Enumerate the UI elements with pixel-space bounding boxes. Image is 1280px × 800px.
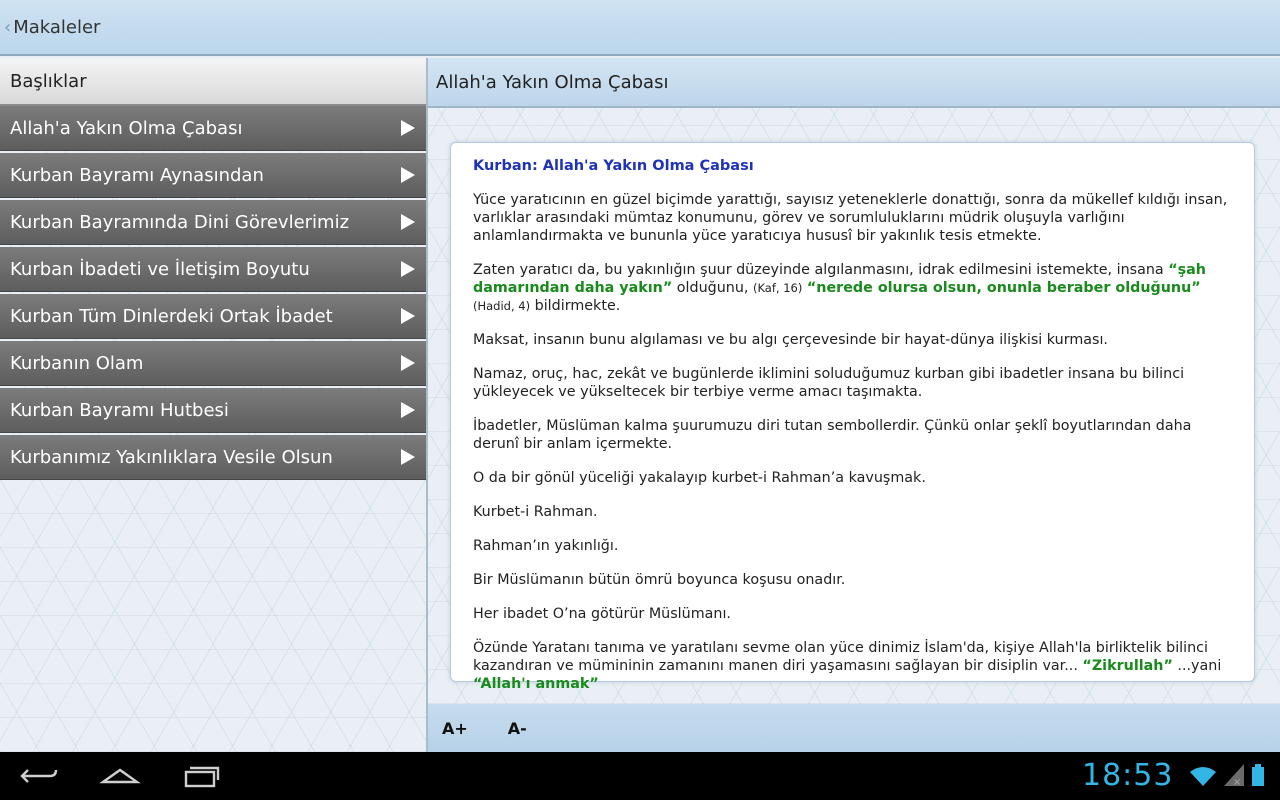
- list-item-label: Kurban Bayramı Hutbesi: [10, 399, 229, 421]
- recent-apps-button[interactable]: [160, 752, 240, 800]
- home-nav-button[interactable]: [80, 752, 160, 800]
- arrow-right-icon: [401, 355, 415, 371]
- action-bar: [0, 0, 1280, 56]
- list-item[interactable]: [0, 106, 426, 151]
- article-header: Allah'a Yakın Olma Çabası: [428, 58, 1280, 108]
- list-item[interactable]: [0, 388, 426, 433]
- back-nav-button[interactable]: [0, 752, 80, 800]
- article-paragraph: Rahman’ın yakınlığı.: [473, 538, 619, 554]
- back-button[interactable]: [0, 0, 100, 54]
- article-paragraph: Yüce yaratıcının en güzel biçimde yarattığı, sayısız yeteneklerle donattığı, sonra da mükellef kıldığı insan, varlıklar arasındaki mümtaz konumunu, görev ve sorumluluklarını müdrik oluşuyla varlığını anlamlandırmakta ve bununla yüce yaratıcıya hususî bir yakınlık tesis etmekte.: [473, 192, 1228, 244]
- list-item[interactable]: [0, 294, 426, 339]
- quote-text: “nerede olursa olsun, onunla beraber olduğunu”: [806, 280, 1201, 296]
- chevron-left-icon: ‹: [4, 16, 12, 38]
- arrow-right-icon: [401, 214, 415, 230]
- paragraph-text: ...yani: [1172, 658, 1222, 674]
- reference-text: (Kaf, 16): [752, 281, 803, 295]
- font-decrease-button[interactable]: A-: [507, 718, 527, 738]
- paragraph-text: olduğunu,: [672, 280, 753, 296]
- recent-apps-icon: [180, 764, 220, 788]
- arrow-right-icon: [401, 261, 415, 277]
- list-item[interactable]: [0, 435, 426, 480]
- article-paragraph: [473, 639, 1232, 693]
- quote-text: “şah damarından daha yakın”: [473, 262, 1206, 296]
- article-content-area: [428, 108, 1280, 704]
- arrow-right-icon: [401, 449, 415, 465]
- back-arrow-icon: [20, 764, 60, 788]
- article-paragraph: O da bir gönül yüceliği yakalayıp kurbet-i Rahman’a kavuşmak.: [473, 470, 926, 486]
- list-item[interactable]: [0, 200, 426, 245]
- wifi-icon: [1190, 766, 1216, 786]
- titles-list: [0, 106, 426, 480]
- battery-icon: [1252, 764, 1264, 786]
- list-item-label: Allah'a Yakın Olma Çabası: [10, 117, 243, 139]
- reference-text: (Hadid, 4): [473, 299, 531, 313]
- arrow-right-icon: [401, 167, 415, 183]
- svg-text:×: ×: [1233, 777, 1242, 788]
- article-paragraph: Bir Müslümanın bütün ömrü boyunca koşusu onadır.: [473, 572, 846, 588]
- list-item[interactable]: [0, 247, 426, 292]
- paragraph-text: Özünde Yaratanı tanıma ve yaratılanı sevme olan yüce dinimiz İslam'da, kişiye Allah'la birliktelik bilinci kazandıran ve mümininin zamanını manen diri yaşamasını sağlayan bir disiplin var...: [473, 640, 1209, 674]
- list-item-label: Kurban İbadeti ve İletişim Boyutu: [10, 258, 310, 280]
- article-title: Kurban: Allah'a Yakın Olma Çabası: [473, 158, 754, 174]
- list-item-label: Kurban Bayramında Dini Görevlerimiz: [10, 211, 350, 233]
- home-icon: [100, 764, 140, 788]
- paragraph-text: Zaten yaratıcı da, bu yakınlığın şuur düzeyinde algılanmasını, idrak edilmesini istemekte, insana: [473, 262, 1169, 278]
- list-item-label: Kurbanın Olam: [10, 352, 144, 374]
- arrow-right-icon: [401, 308, 415, 324]
- article-paragraph: İbadetler, Müslüman kalma şuurumuzu diri tutan sembollerdir. Çünkü onlar şeklî boyutlarından daha derunî bir anlam içermekte.: [473, 418, 1192, 452]
- list-item[interactable]: [0, 341, 426, 386]
- clock: 18:53: [1082, 758, 1174, 793]
- signal-icon: [1224, 764, 1244, 786]
- quote-text: “Allah'ı anmak”: [473, 676, 599, 692]
- status-icons: [1190, 764, 1264, 786]
- font-size-bar: [428, 704, 1280, 752]
- article-pane: [428, 58, 1280, 752]
- list-item[interactable]: [0, 153, 426, 198]
- titles-header: Başlıklar: [0, 58, 426, 106]
- article-paragraph: Kurbet-i Rahman.: [473, 504, 598, 520]
- article-paragraph: Maksat, insanın bunu algılaması ve bu algı çerçevesinde bir hayat-dünya ilişkisi kurması.: [473, 332, 1108, 348]
- paragraph-text: bildirmekte.: [530, 298, 621, 314]
- action-bar-title: Makaleler: [13, 16, 101, 38]
- font-increase-button[interactable]: A+: [442, 718, 468, 738]
- titles-pane: [0, 58, 426, 752]
- arrow-right-icon: [401, 402, 415, 418]
- list-item-label: Kurban Tüm Dinlerdeki Ortak İbadet: [10, 305, 333, 327]
- article-paragraph: Her ibadet O’na götürür Müslümanı.: [473, 606, 731, 622]
- article-card[interactable]: [450, 142, 1255, 692]
- list-item-label: Kurbanımız Yakınlıklara Vesile Olsun: [10, 446, 333, 468]
- quote-text: “Zikrullah”: [1082, 658, 1173, 674]
- article-paragraph: Namaz, oruç, hac, zekât ve bugünlerde iklimini soluduğumuz kurban gibi ibadetler insana bu bilinci yükleyecek ve yükseltecek bir terbiye verme amacı taşımakta.: [473, 366, 1185, 400]
- list-item-label: Kurban Bayramı Aynasından: [10, 164, 264, 186]
- article-paragraph: [473, 261, 1232, 315]
- arrow-right-icon: [401, 120, 415, 136]
- system-bar: [0, 752, 1280, 800]
